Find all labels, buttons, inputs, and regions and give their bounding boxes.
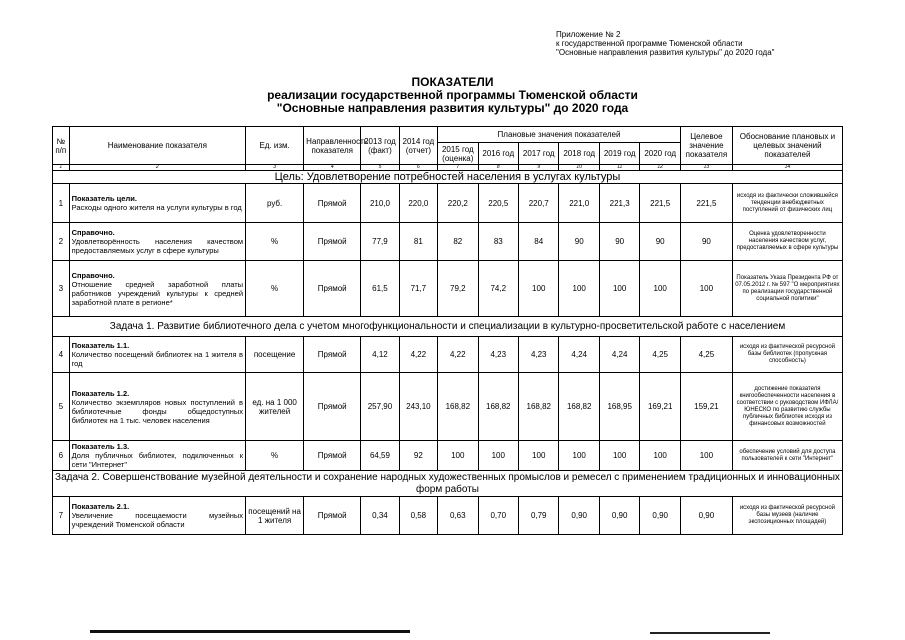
header-planned: Плановые значения показателей	[438, 127, 681, 143]
value-cell: 0,90	[640, 497, 681, 535]
justification-cell: исходя из фактической ресурсной базы библиотек (пропускная способность)	[732, 337, 842, 373]
task-2-row: Задача 2. Совершенствование музейной деятельности и сохранение народных художественных промыслов и ремесел с применением традиционных и инновационных форм работы	[53, 471, 843, 497]
value-cell: 100	[559, 441, 599, 471]
title-line-1: ПОКАЗАТЕЛИ	[411, 75, 494, 89]
value-cell: 221,5	[640, 184, 681, 223]
indicator-name-cell	[69, 337, 245, 373]
justification-cell: исходя из фактически сложившейся тенденции внебюджетных поступлений от физических лиц	[732, 184, 842, 223]
indicators-table	[52, 126, 843, 535]
value-cell: 100	[640, 441, 681, 471]
value-cell: 100	[519, 441, 559, 471]
value-cell: 100	[640, 261, 681, 317]
table-row	[53, 337, 843, 373]
indicator-name-cell	[69, 497, 245, 535]
indicator-text: Удовлетворённость населения качеством предоставляемых услуг в сфере культуры	[71, 237, 244, 255]
value-cell: 4,24	[559, 337, 599, 373]
colnum: 10	[559, 165, 599, 171]
indicator-name-cell	[69, 184, 245, 223]
value-cell: 4,22	[399, 337, 437, 373]
indicator-name-cell	[69, 373, 245, 441]
value-cell: 221,5	[680, 184, 732, 223]
title-line-2: реализации государственной программы Тюменской области	[267, 88, 638, 102]
indicator-text: Доля публичных библиотек, подключенных к сети "Интернет"	[71, 451, 244, 469]
value-cell: 82	[438, 223, 478, 261]
colnum: 14	[732, 165, 842, 171]
indicator-text: Увеличение посещаемости музейных учреждений Тюменской области	[71, 511, 244, 529]
header-name: Наименование показателя	[69, 127, 245, 165]
colnum: 2	[69, 165, 245, 171]
value-cell: 0,90	[559, 497, 599, 535]
justification-cell: достижение показателя книгообеспеченности населения в соответствии с руководством ИФЛА/ ЮНЕСКО по развитию службы публичных библиотек исходя из финансовых возможностей	[732, 373, 842, 441]
indicator-heading: Показатель 1.2.	[71, 388, 130, 398]
task-1-row: Задача 1. Развитие библиотечного дела с учетом многофункциональности и специализации в культурно-просветительской работе с населением	[53, 317, 843, 337]
value-cell: 84	[519, 223, 559, 261]
value-cell: 221,3	[599, 184, 639, 223]
value-cell: 100	[478, 441, 518, 471]
unit-cell: %	[246, 261, 304, 317]
value-cell: 4,22	[438, 337, 478, 373]
direction-cell: Прямой	[304, 261, 361, 317]
value-cell: 61,5	[361, 261, 399, 317]
header-2016: 2016 год	[478, 143, 518, 165]
indicator-text: Отношение средней заработной платы работников учреждений культуры к средней заработной плате в регионе*	[71, 279, 244, 307]
value-cell: 4,12	[361, 337, 399, 373]
value-cell: 4,25	[640, 337, 681, 373]
header-num: № п/п	[53, 127, 70, 165]
indicator-text: Количество посещений библиотек на 1 жителя в год	[71, 350, 244, 368]
value-cell: 100	[680, 261, 732, 317]
indicator-text: Количество экземпляров новых поступлений в библиотечные фонды общедоступных библиотек на 1 тыс. человек населения	[71, 397, 244, 425]
row-number: 6	[53, 441, 70, 471]
justification-cell: Оценка удовлетворенности населения качеством услуг, предоставляемых в сфере культуры	[732, 223, 842, 261]
unit-cell: %	[246, 441, 304, 471]
direction-cell: Прямой	[304, 337, 361, 373]
value-cell: 168,82	[478, 373, 518, 441]
value-cell: 220,5	[478, 184, 518, 223]
appendix-line-2: к государственной программе Тюменской области	[556, 39, 743, 48]
row-number: 2	[53, 223, 70, 261]
header-justification: Обоснование плановых и целевых значений показателей	[732, 127, 842, 165]
direction-cell: Прямой	[304, 373, 361, 441]
appendix-line-3: "Основные направления развития культуры" до 2020 года"	[556, 48, 775, 57]
value-cell: 100	[438, 441, 478, 471]
header-2014: 2014 год (отчет)	[399, 127, 437, 165]
appendix-line-1: Приложение № 2	[556, 30, 621, 39]
justification-cell: Показатель Указа Президента РФ от 07.05.2012 г. № 597 "О мероприятиях по реализации государственной социальной политики"	[732, 261, 842, 317]
value-cell: 100	[519, 261, 559, 317]
value-cell: 4,23	[519, 337, 559, 373]
row-number: 4	[53, 337, 70, 373]
value-cell: 168,95	[599, 373, 639, 441]
value-cell: 0,90	[680, 497, 732, 535]
indicator-name-cell	[69, 441, 245, 471]
unit-cell: посещений на 1 жителя	[246, 497, 304, 535]
unit-cell: %	[246, 223, 304, 261]
value-cell: 90	[680, 223, 732, 261]
indicator-heading: Показатель 1.1.	[71, 341, 130, 350]
value-cell: 74,2	[478, 261, 518, 317]
value-cell: 4,24	[599, 337, 639, 373]
row-number: 5	[53, 373, 70, 441]
header-2017: 2017 год	[519, 143, 559, 165]
table-row	[53, 184, 843, 223]
header-unit: Ед. изм.	[246, 127, 304, 165]
direction-cell: Прямой	[304, 497, 361, 535]
value-cell: 100	[599, 261, 639, 317]
table-row	[53, 261, 843, 317]
colnum: 1	[53, 165, 70, 171]
value-cell: 0,58	[399, 497, 437, 535]
justification-cell: обеспечение условий для доступа пользователей к сети "Интернет"	[732, 441, 842, 471]
indicator-heading: Показатель 1.3.	[71, 442, 130, 451]
value-cell: 81	[399, 223, 437, 261]
value-cell: 0,79	[519, 497, 559, 535]
header-2019: 2019 год	[599, 143, 639, 165]
value-cell: 0,63	[438, 497, 478, 535]
justification-cell: исходя из фактической ресурсной базы музеев (наличие экспозиционных площадей)	[732, 497, 842, 535]
value-cell: 220,2	[438, 184, 478, 223]
unit-cell: ед. на 1 000 жителей	[246, 373, 304, 441]
colnum: 6	[399, 165, 437, 171]
value-cell: 100	[559, 261, 599, 317]
header-2020: 2020 год	[640, 143, 681, 165]
direction-cell: Прямой	[304, 184, 361, 223]
row-number: 1	[53, 184, 70, 223]
footer-rule-right	[650, 632, 770, 634]
colnum: 12	[640, 165, 681, 171]
table-row	[53, 373, 843, 441]
value-cell: 0,70	[478, 497, 518, 535]
value-cell: 168,82	[559, 373, 599, 441]
indicator-text: Расходы одного жителя на услуги культуры в год	[71, 203, 242, 212]
value-cell: 71,7	[399, 261, 437, 317]
footer-rule	[90, 630, 410, 633]
direction-cell: Прямой	[304, 223, 361, 261]
table-row	[53, 497, 843, 535]
value-cell: 100	[599, 441, 639, 471]
value-cell: 90	[599, 223, 639, 261]
value-cell: 168,82	[519, 373, 559, 441]
colnum: 4	[304, 165, 361, 171]
value-cell: 79,2	[438, 261, 478, 317]
document-title	[0, 76, 905, 115]
value-cell: 168,82	[438, 373, 478, 441]
value-cell: 92	[399, 441, 437, 471]
header-direction: Направленность показателя	[304, 127, 361, 165]
colnum: 3	[246, 165, 304, 171]
value-cell: 100	[680, 441, 732, 471]
value-cell: 220,0	[399, 184, 437, 223]
value-cell: 77,9	[361, 223, 399, 261]
colnum: 11	[599, 165, 639, 171]
row-number: 3	[53, 261, 70, 317]
direction-cell: Прямой	[304, 441, 361, 471]
header-target: Целевое значение показателя	[680, 127, 732, 165]
header-2015: 2015 год (оценка)	[438, 143, 478, 165]
colnum: 5	[361, 165, 399, 171]
value-cell: 4,25	[680, 337, 732, 373]
appendix-note	[556, 30, 775, 57]
colnum: 8	[478, 165, 518, 171]
value-cell: 90	[559, 223, 599, 261]
value-cell: 90	[640, 223, 681, 261]
value-cell: 220,7	[519, 184, 559, 223]
header-2018: 2018 год	[559, 143, 599, 165]
goal-row: Цель: Удовлетворение потребностей населения в услугах культуры	[53, 171, 843, 184]
value-cell: 257,90	[361, 373, 399, 441]
value-cell: 243,10	[399, 373, 437, 441]
row-number: 7	[53, 497, 70, 535]
value-cell: 169,21	[640, 373, 681, 441]
value-cell: 64,59	[361, 441, 399, 471]
table-row	[53, 441, 843, 471]
colnum: 13	[680, 165, 732, 171]
indicator-name-cell	[69, 223, 245, 261]
indicator-name-cell	[69, 261, 245, 317]
indicator-heading: Показатель цели.	[71, 194, 137, 203]
title-line-3: "Основные направления развития культуры" до 2020 года	[276, 101, 629, 115]
value-cell: 221,0	[559, 184, 599, 223]
indicator-heading: Показатель 2.1.	[71, 502, 130, 511]
value-cell: 0,90	[599, 497, 639, 535]
table-row	[53, 223, 843, 261]
unit-cell: руб.	[246, 184, 304, 223]
value-cell: 210,0	[361, 184, 399, 223]
value-cell: 159,21	[680, 373, 732, 441]
header-2013: 2013 год (факт)	[361, 127, 399, 165]
value-cell: 4,23	[478, 337, 518, 373]
colnum: 7	[438, 165, 478, 171]
indicator-heading: Справочно.	[71, 228, 115, 237]
colnum: 9	[519, 165, 559, 171]
unit-cell: посещение	[246, 337, 304, 373]
value-cell: 83	[478, 223, 518, 261]
indicator-heading: Справочно.	[71, 270, 115, 280]
value-cell: 0,34	[361, 497, 399, 535]
